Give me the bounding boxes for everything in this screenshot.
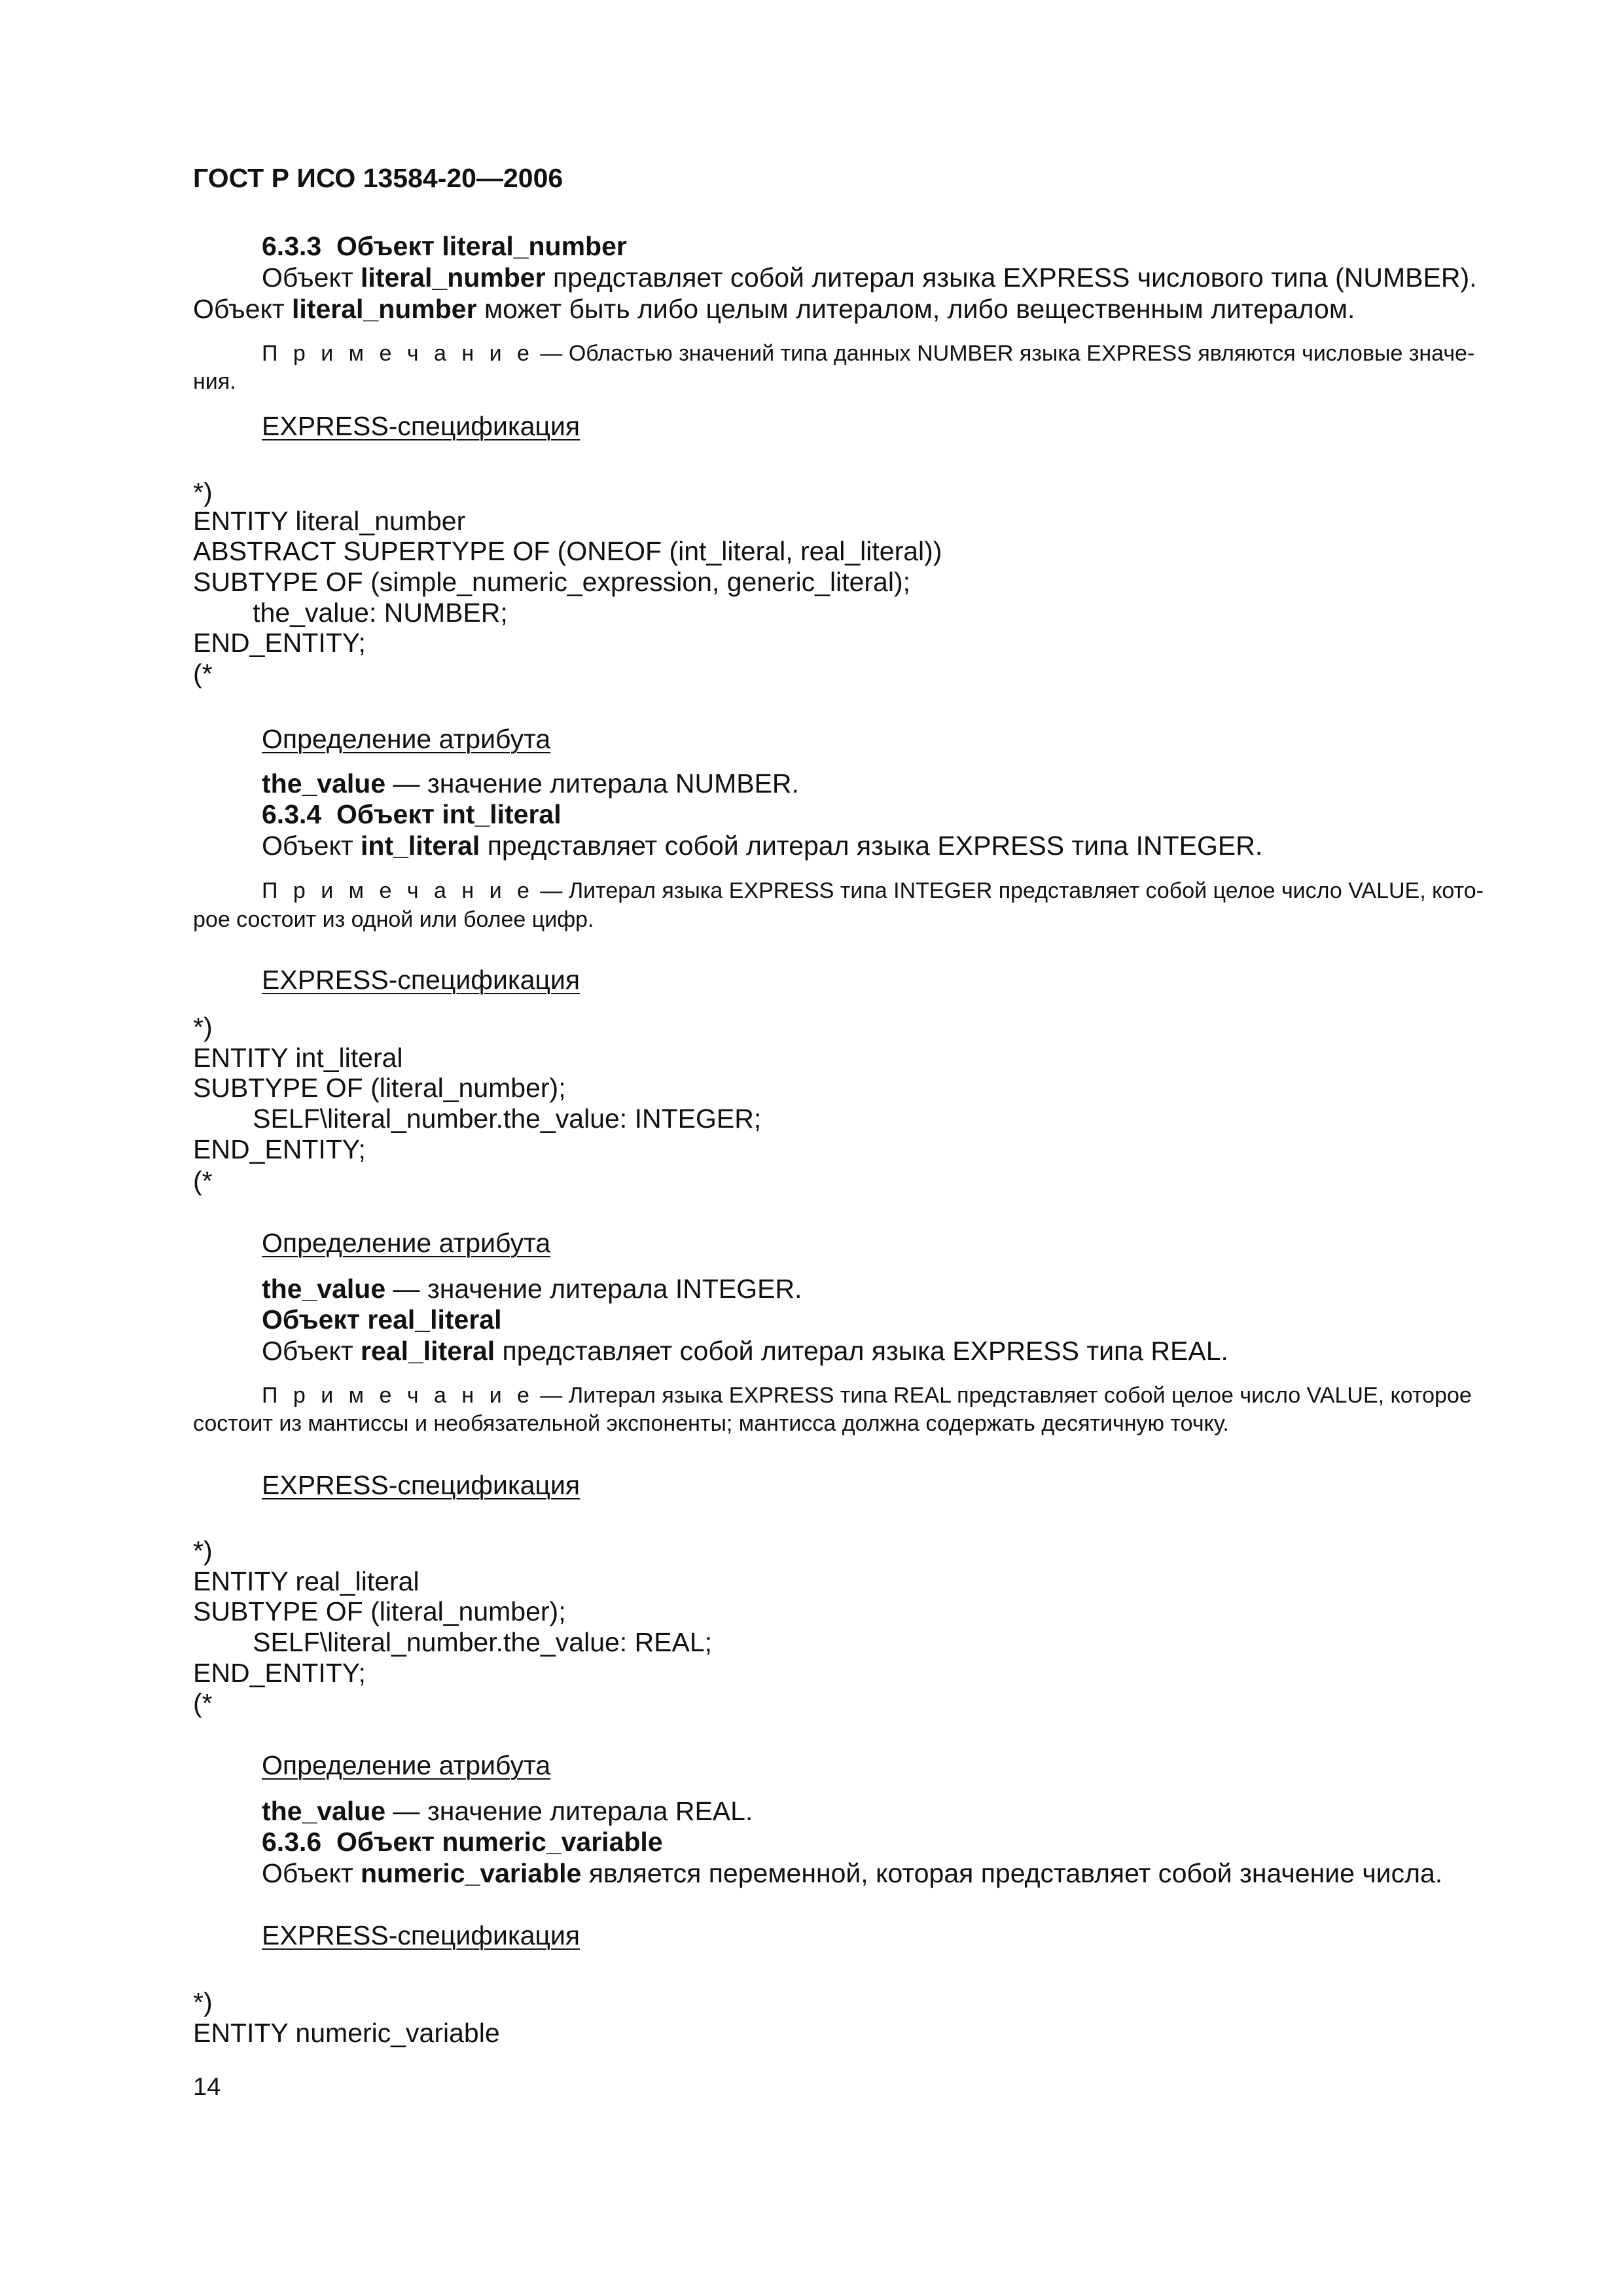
note-real-literal-line1: П р и м е ч а н и е — Литерал языка EXPRESS типа REAL представляет собой целое число VALUE, которое	[262, 1383, 1472, 1408]
code-line: END_ENTITY;	[193, 1134, 366, 1164]
express-spec-label: EXPRESS-спецификация	[262, 1920, 580, 1950]
code-line: ENTITY literal_number	[193, 506, 466, 536]
code-line: SELF\literal_number.the_value: REAL;	[193, 1627, 713, 1657]
note-literal-number-line1: П р и м е ч а н и е — Областью значений типа данных NUMBER языка EXPRESS являются числовые значе-	[262, 341, 1475, 366]
page-number: 14	[193, 2073, 221, 2101]
attribute-definition: the_value — значение литерала INTEGER.	[262, 1274, 802, 1304]
code-line: *)	[193, 1987, 213, 2017]
note-real-literal-line2: состоит из мантиссы и необязательной экспоненты; мантисса должна содержать десятичную точку.	[193, 1411, 1229, 1436]
express-spec-label: EXPRESS-спецификация	[262, 1470, 580, 1500]
attribute-definition: the_value — значение литерала REAL.	[262, 1796, 753, 1826]
code-line: *)	[193, 1535, 213, 1566]
code-line: END_ENTITY;	[193, 628, 366, 658]
attribute-definition-label: Определение атрибута	[262, 724, 551, 754]
express-spec-label: EXPRESS-спецификация	[262, 411, 580, 441]
paragraph-numeric-variable: Объект numeric_variable является переменной, которая представляет собой значение числа.	[262, 1858, 1443, 1888]
section-heading-real-literal: Объект real_literal	[262, 1304, 502, 1335]
paragraph-real-literal: Объект real_literal представляет собой литерал языка EXPRESS типа REAL.	[262, 1336, 1228, 1366]
express-spec-label: EXPRESS-спецификация	[262, 965, 580, 995]
code-line: *)	[193, 477, 213, 507]
code-line: ENTITY numeric_variable	[193, 2018, 500, 2048]
attribute-definition-label: Определение атрибута	[262, 1228, 551, 1258]
section-heading-6-3-3: 6.3.3 Объект literal_number	[262, 231, 627, 261]
attribute-definition: the_value — значение литерала NUMBER.	[262, 768, 799, 798]
section-heading-6-3-4: 6.3.4 Объект int_literal	[262, 799, 562, 829]
note-literal-number-line2: ния.	[193, 369, 236, 394]
code-line: ENTITY real_literal	[193, 1566, 419, 1596]
code-line: the_value: NUMBER;	[193, 598, 508, 628]
code-line: (*	[193, 658, 213, 689]
document-header: ГОСТ Р ИСО 13584-20—2006	[193, 163, 563, 193]
paragraph-literal-number-1: Объект literal_number представляет собой литерал языка EXPRESS числового типа (NUMBER).	[262, 262, 1477, 293]
code-line: SUBTYPE OF (literal_number);	[193, 1596, 566, 1626]
code-line: ENTITY int_literal	[193, 1043, 403, 1073]
code-line: *)	[193, 1012, 213, 1042]
code-line: END_ENTITY;	[193, 1658, 366, 1688]
code-line: SUBTYPE OF (simple_numeric_expression, generic_literal);	[193, 567, 911, 597]
code-line: SELF\literal_number.the_value: INTEGER;	[193, 1103, 762, 1134]
paragraph-int-literal: Объект int_literal представляет собой литерал языка EXPRESS типа INTEGER.	[262, 831, 1263, 861]
paragraph-literal-number-2: Объект literal_number может быть либо целым литералом, либо вещественным литералом.	[193, 294, 1355, 324]
note-int-literal-line2: рое состоит из одной или более цифр.	[193, 907, 594, 932]
attribute-definition-label: Определение атрибута	[262, 1750, 551, 1780]
note-int-literal-line1: П р и м е ч а н и е — Литерал языка EXPRESS типа INTEGER представляет собой целое число VALUE, кото-	[262, 878, 1484, 903]
section-heading-6-3-6: 6.3.6 Объект numeric_variable	[262, 1827, 663, 1857]
code-line: (*	[193, 1688, 213, 1718]
code-line: ABSTRACT SUPERTYPE OF (ONEOF (int_literal, real_literal))	[193, 536, 942, 566]
code-line: (*	[193, 1166, 213, 1196]
code-line: SUBTYPE OF (literal_number);	[193, 1073, 566, 1103]
